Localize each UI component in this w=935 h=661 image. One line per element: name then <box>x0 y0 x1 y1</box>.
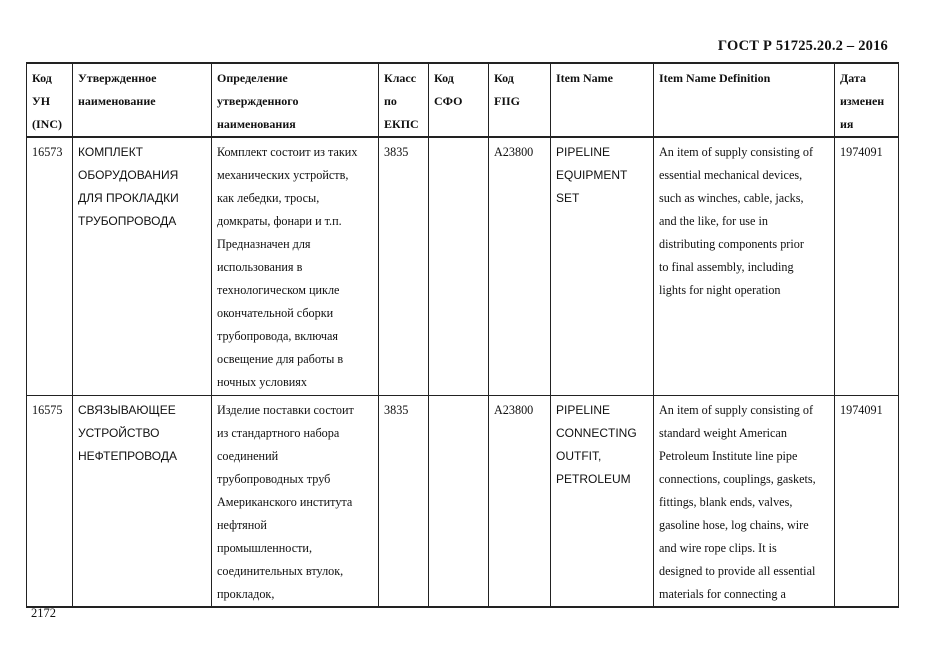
cell-change-date: 1974091 <box>835 137 899 395</box>
cell-item-name: PIPELINE EQUIPMENT SET <box>551 137 654 395</box>
header-change-date: Дата изменен ия <box>835 63 899 137</box>
header-item-name: Item Name <box>551 63 654 137</box>
page-number: 2172 <box>31 606 56 620</box>
catalog-table <box>26 62 899 608</box>
header-definition: Определение утвержденного наименования <box>212 63 379 137</box>
header-inc: Код УН (INC) <box>27 63 73 137</box>
cell-item-name: PIPELINE CONNECTING OUTFIT, PETROLEUM <box>551 395 654 607</box>
cell-item-name-definition: An item of supply consisting of essential mechanical devices, such as winches, cable, jacks, and the like, for use in distributing components prior to final assembly, including lights for night operation <box>654 137 835 395</box>
cell-definition: Комплект состоит из таких механических устройств, как лебедки, тросы, домкраты, фонари и т.п. Предназначен для использования в технологическом цикле окончательной сборки трубопровода, включая освещение для работы в ночных условиях <box>212 137 379 395</box>
cell-inc: 16575 <box>27 395 73 607</box>
header-item-name-definition: Item Name Definition <box>654 63 835 137</box>
cell-ekps: 3835 <box>379 395 429 607</box>
cell-fiig: A23800 <box>489 137 551 395</box>
header-fiig-code: Код FIIG <box>489 63 551 137</box>
cell-inc: 16573 <box>27 137 73 395</box>
cell-approved-name: СВЯЗЫВАЮЩЕЕ УСТРОЙСТВО НЕФТЕПРОВОДА <box>73 395 212 607</box>
cell-change-date: 1974091 <box>835 395 899 607</box>
header-row <box>27 63 899 137</box>
header-sfo-code: Код СФО <box>429 63 489 137</box>
header-ekps-class: Класс по ЕКПС <box>379 63 429 137</box>
cell-definition: Изделие поставки состоит из стандартного набора соединений трубопроводных труб Американского института нефтяной промышленности, соединительных втулок, прокладок, <box>212 395 379 607</box>
header-approved-name: Утвержденное наименование <box>73 63 212 137</box>
cell-sfo <box>429 395 489 607</box>
cell-sfo <box>429 137 489 395</box>
cell-ekps: 3835 <box>379 137 429 395</box>
cell-approved-name: КОМПЛЕКТ ОБОРУДОВАНИЯ ДЛЯ ПРОКЛАДКИ ТРУБОПРОВОДА <box>73 137 212 395</box>
table-row <box>27 137 899 395</box>
cell-item-name-definition: An item of supply consisting of standard weight American Petroleum Institute line pipe connections, couplings, gaskets, fittings, blank ends, valves, gasoline hose, log chains, wire and wire rope clips. It is designed to provide all essential materials for connecting a <box>654 395 835 607</box>
standard-designation: ГОСТ Р 51725.20.2 – 2016 <box>717 38 888 54</box>
cell-fiig: A23800 <box>489 395 551 607</box>
table-row <box>27 395 899 607</box>
